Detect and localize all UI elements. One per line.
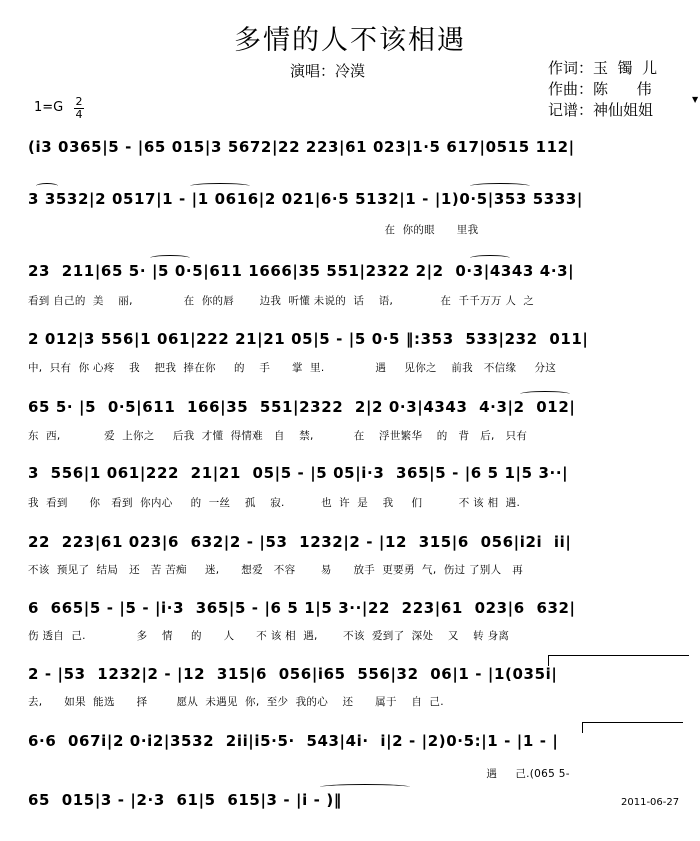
notation-row-8: 6 665|5 - |5 - |i·3 365|5 - |6 5 1|5 3··|22 223|61 023|6 632|	[28, 599, 576, 617]
tie-mark	[470, 183, 530, 189]
lyrics-row-9: 去, 如果 能选 择 愿从 未遇见 你, 至少 我的心 还 属于 自 己.	[28, 696, 444, 708]
notation-row-11: 65 015|3 - |2·3 61|5 615|3 - |i - )‖	[28, 791, 342, 809]
scroll-indicator-icon: ▼	[692, 95, 699, 104]
time-signature-bottom: 4	[75, 108, 83, 121]
song-title: 多情的人不该相遇	[234, 25, 466, 56]
notation-row-3: 23 211|65 5· |5 0·5|611 1666|35 551|2322 2|2 0·3|4343 4·3|	[28, 262, 575, 280]
lyrics-row-4: 中, 只有 你 心疼 我 把我 捧在你 的 手 掌 里. 遇 见你之 前我 不信缘 分这	[28, 362, 557, 374]
tie-mark	[320, 784, 410, 790]
lyrics-row-2: 在 你的眼 里我	[28, 224, 479, 236]
notation-row-4: 2 012|3 556|1 061|222 21|21 05|5 - |5 0·5 ‖:353 533|232 011|	[28, 330, 589, 348]
notation-row-10: 6·6 067i|2 0·i2|3532 2ii|i5·5· 543|4i· i|2 - |2)0·5:|1 - |1 - |	[28, 732, 559, 750]
tie-mark	[190, 183, 250, 189]
lyrics-row-3: 看到 自己的 美 丽, 在 你的唇 边我 听懂 未说的 话 语, 在 千千万万 人 之	[28, 295, 535, 307]
lyrics-row-5: 东 西, 爱 上你之 后我 才懂 得情难 自 禁, 在 浮世繁华 的 背 后, 只有	[28, 430, 528, 442]
tie-mark	[520, 391, 570, 397]
lyrics-row-10: 遇 己.(065 5-	[28, 768, 570, 780]
lyricist-credit: 作词：玉 镯 儿	[548, 59, 658, 77]
composer-credit: 作曲：陈 伟	[548, 80, 652, 98]
notation-row-7: 22 223|61 023|6 632|2 - |53 1232|2 - |12 315|6 056|i2i ii|	[28, 533, 572, 551]
time-signature	[74, 96, 84, 121]
lyrics-row-7: 不该 预见了 结局 还 苦 苦痴 迷, 想爱 不容 易 放手 更要勇 气, 伤过 了别人 再	[28, 564, 524, 576]
volta-bracket-1	[548, 655, 689, 666]
tie-mark	[150, 255, 190, 261]
notation-row-9: 2 - |53 1232|2 - |12 315|6 056|i65 556|32 06|1 - |1(035i|	[28, 665, 558, 683]
notation-row-2: 3 3532|2 0517|1 - |1 0616|2 021|6·5 5132|1 - |1)0·5|353 5333|	[28, 190, 584, 208]
lyrics-row-6: 我 看到 你 看到 你内心 的 一丝 孤 寂. 也 许 是 我 们 不 该 相 遇.	[28, 497, 521, 509]
singer-credit: 演唱：冷漠	[290, 62, 366, 80]
lyrics-row-8: 伤 透自 己. 多 情 的 人 不 该 相 遇, 不该 爱到了 深处 又 转 身离	[28, 630, 510, 642]
transcriber-credit: 记谱：神仙姐姐	[548, 101, 654, 119]
credits-block	[548, 58, 657, 121]
tie-mark	[36, 183, 58, 189]
notation-row-5: 65 5· |5 0·5|611 166|35 551|2322 2|2 0·3|4343 4·3|2 012|	[28, 398, 576, 416]
tie-mark	[470, 255, 510, 261]
time-signature-top: 2	[75, 95, 83, 108]
transcription-date: 2011-06-27	[621, 797, 680, 808]
notation-row-6: 3 556|1 061|222 21|21 05|5 - |5 05|i·3 365|5 - |6 5 1|5 3··|	[28, 464, 569, 482]
volta-bracket-2	[582, 722, 683, 733]
notation-row-1: (i3 0365|5 - |65 015|3 5672|22 223|61 023|1·5 617|0515 112|	[28, 138, 575, 156]
key-signature: 1=G	[34, 100, 64, 115]
